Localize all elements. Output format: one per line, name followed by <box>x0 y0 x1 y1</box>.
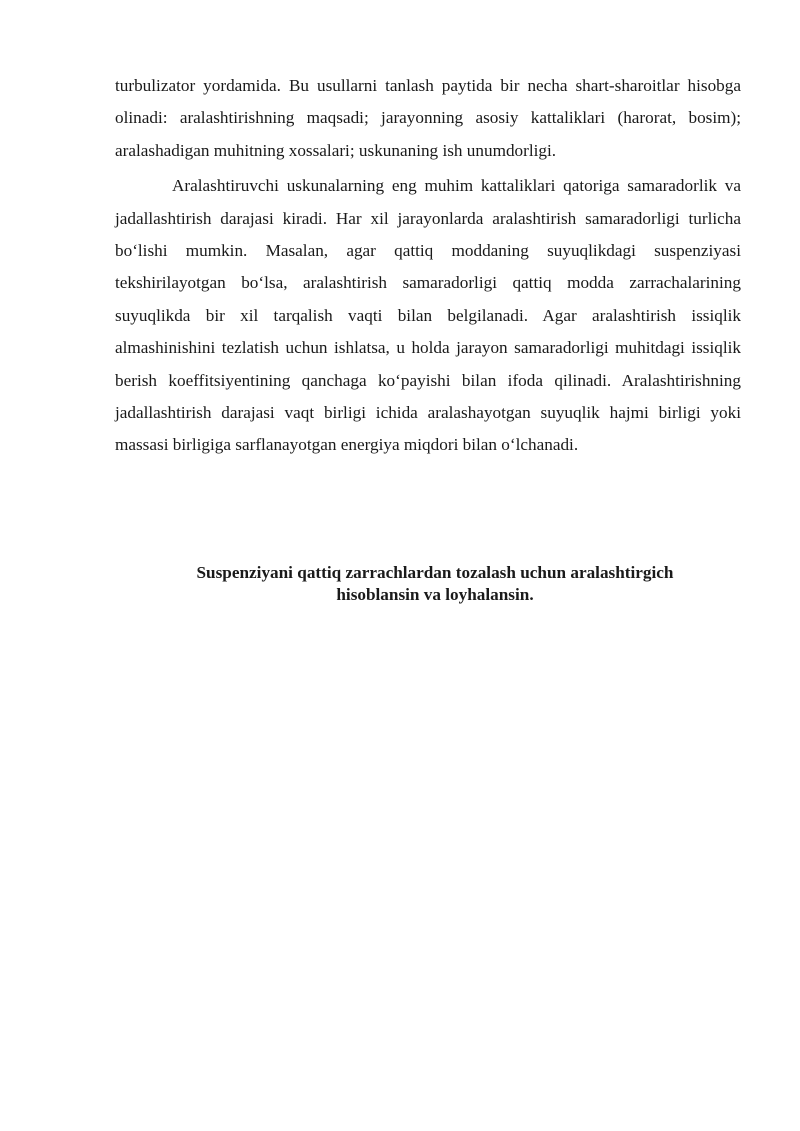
document-body <box>115 70 741 462</box>
paragraph-continuation: turbulizator yordamida. Bu usullarni tanlash paytida bir necha shart-sharoitlar hisobga olinadi: aralashtirishning maqsadi; jarayonning asosiy kattaliklari (harorat, bosim); aralashadigan muhitning xossalari; uskunaning ish unumdorligi. <box>115 76 741 160</box>
task-heading <box>115 562 755 606</box>
paragraph-efficiency: Aralashtiruvchi uskunalarning eng muhim kattaliklari qatoriga samaradorlik va jadallashtirish darajasi kiradi. Har xil jarayonlarda aralashtirish samaradorligi turlicha bo‘lishi mumkin. Masalan, agar qattiq moddaning suyuqlikdagi suspenziyasi tekshirilayotgan bo‘lsa, aralashtirish samaradorligi qattiq modda zarrachalarining suyuqlikda bir xil tarqalish vaqti bilan belgilanadi. Agar aralashtirish issiqlik almashinishini tezlatish uchun ishlatsa, u holda jarayon samaradorligi muhitdagi issiqlik berish koeffitsiyentining qanchaga ko‘payishi bilan ifoda qilinadi. Aralashtirishning jadallashtirish darajasi vaqt birligi ichida aralashayotgan suyuqlik hajmi birligi yoki massasi birligiga sarflanayotgan energiya miqdori bilan o‘lchanadi. <box>115 176 741 455</box>
task-heading-line-2: hisoblansin va loyhalansin. <box>336 585 534 604</box>
task-heading-line-1: Suspenziyani qattiq zarrachlardan tozalash uchun aralashtirgich <box>196 563 674 582</box>
